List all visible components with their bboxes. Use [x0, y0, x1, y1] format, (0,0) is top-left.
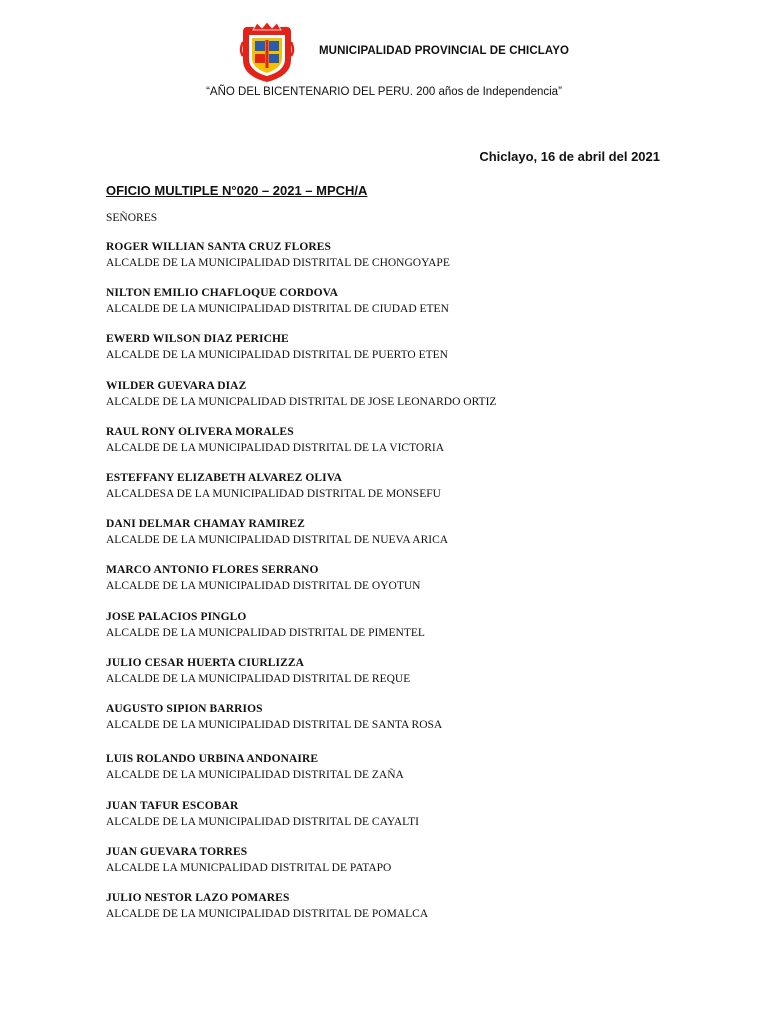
recipient-entry: [106, 378, 726, 424]
recipient-entry: [106, 562, 726, 608]
recipient-title: ALCALDE DE LA MUNICIPALIDAD DISTRITAL DE CHONGOYAPE: [106, 257, 450, 269]
recipient-name: JULIO NESTOR LAZO POMARES: [106, 891, 290, 904]
recipient-title: ALCALDE DE LA MUNICIPALIDAD DISTRITAL DE PUERTO ETEN: [106, 349, 448, 362]
official-motto: “AÑO DEL BICENTENARIO DEL PERU. 200 años de Independencia”: [206, 86, 562, 98]
recipient-name: NILTON EMILIO CHAFLOQUE CORDOVA: [106, 287, 338, 300]
recipient-title: ALCALDE DE LA MUNICIPALIDAD DISTRITAL DE POMALCA: [106, 907, 429, 920]
recipient-title: ALCALDESA DE LA MUNICIPALIDAD DISTRITAL DE MONSEFU: [106, 487, 441, 500]
recipient-title: ALCALDE DE LA MUNICIPALIDAD DISTRITAL DE OYOTUN: [106, 580, 421, 593]
recipient-entry: [106, 424, 726, 470]
recipient-entry: [106, 844, 726, 890]
recipient-list: [106, 239, 726, 936]
recipient-name: LUIS ROLANDO URBINA ANDONAIRE: [106, 753, 319, 766]
salutation: SEÑORES: [106, 212, 158, 224]
recipient-entry: [106, 516, 726, 562]
recipient-entry: [106, 285, 726, 331]
recipient-name: DANI DELMAR CHAMAY RAMIREZ: [106, 518, 305, 531]
recipient-entry: [106, 655, 726, 701]
recipient-title: ALCALDE DE LA MUNICIPALIDAD DISTRITAL DE LA VICTORIA: [106, 441, 444, 454]
recipient-entry: [106, 701, 726, 752]
recipient-title: ALCALDE DE LA MUNICIPALIDAD DISTRITAL DE CAYALTI: [106, 815, 419, 828]
recipient-entry: [106, 331, 726, 377]
recipient-title: ALCALDE DE LA MUNICIPALIDAD DISTRITAL DE CIUDAD ETEN: [106, 303, 449, 316]
recipient-entry: [106, 751, 726, 797]
recipient-name: ROGER WILLIAN SANTA CRUZ FLORES: [106, 241, 332, 253]
municipal-coat-of-arms-icon: [239, 22, 295, 84]
recipient-title: ALCALDE LA MUNICPALIDAD DISTRITAL DE PATAPO: [106, 861, 392, 874]
recipient-name: AUGUSTO SIPION BARRIOS: [106, 702, 263, 715]
recipient-entry: [106, 239, 726, 285]
recipient-entry: [106, 470, 726, 516]
recipient-name: RAUL RONY OLIVERA MORALES: [106, 425, 294, 438]
document-date: Chiclayo, 16 de abril del 2021: [479, 149, 660, 164]
recipient-title: ALCALDE DE LA MUNICIPALIDAD DISTRITAL DE REQUE: [106, 672, 411, 685]
recipient-name: WILDER GUEVARA DIAZ: [106, 379, 247, 392]
recipient-name: MARCO ANTONIO FLORES SERRANO: [106, 564, 319, 577]
recipient-entry: [106, 798, 726, 844]
document-reference: OFICIO MULTIPLE N°020 – 2021 – MPCH/A: [106, 183, 368, 198]
recipient-name: ESTEFFANY ELIZABETH ALVAREZ OLIVA: [106, 471, 343, 484]
recipient-name: EWERD WILSON DIAZ PERICHE: [106, 333, 289, 346]
organization-name: MUNICIPALIDAD PROVINCIAL DE CHICLAYO: [319, 45, 570, 57]
recipient-title: ALCALDE DE LA MUNICPALIDAD DISTRITAL DE JOSE LEONARDO ORTIZ: [106, 395, 497, 408]
recipient-title: ALCALDE DE LA MUNICIPALIDAD DISTRITAL DE ZAÑA: [106, 769, 404, 782]
recipient-entry: [106, 890, 726, 936]
recipient-name: JULIO CESAR HUERTA CIURLIZZA: [106, 656, 305, 669]
recipient-entry: [106, 609, 726, 655]
recipient-name: JOSE PALACIOS PINGLO: [106, 610, 247, 623]
recipient-name: JUAN TAFUR ESCOBAR: [106, 799, 239, 812]
recipient-title: ALCALDE DE LA MUNICIPALIDAD DISTRITAL DE NUEVA ARICA: [106, 534, 449, 547]
recipient-name: JUAN GUEVARA TORRES: [106, 845, 248, 858]
recipient-title: ALCALDE DE LA MUNICIPALIDAD DISTRITAL DE SANTA ROSA: [106, 718, 443, 731]
recipient-title: ALCALDE DE LA MUNICPALIDAD DISTRITAL DE PIMENTEL: [106, 626, 425, 639]
